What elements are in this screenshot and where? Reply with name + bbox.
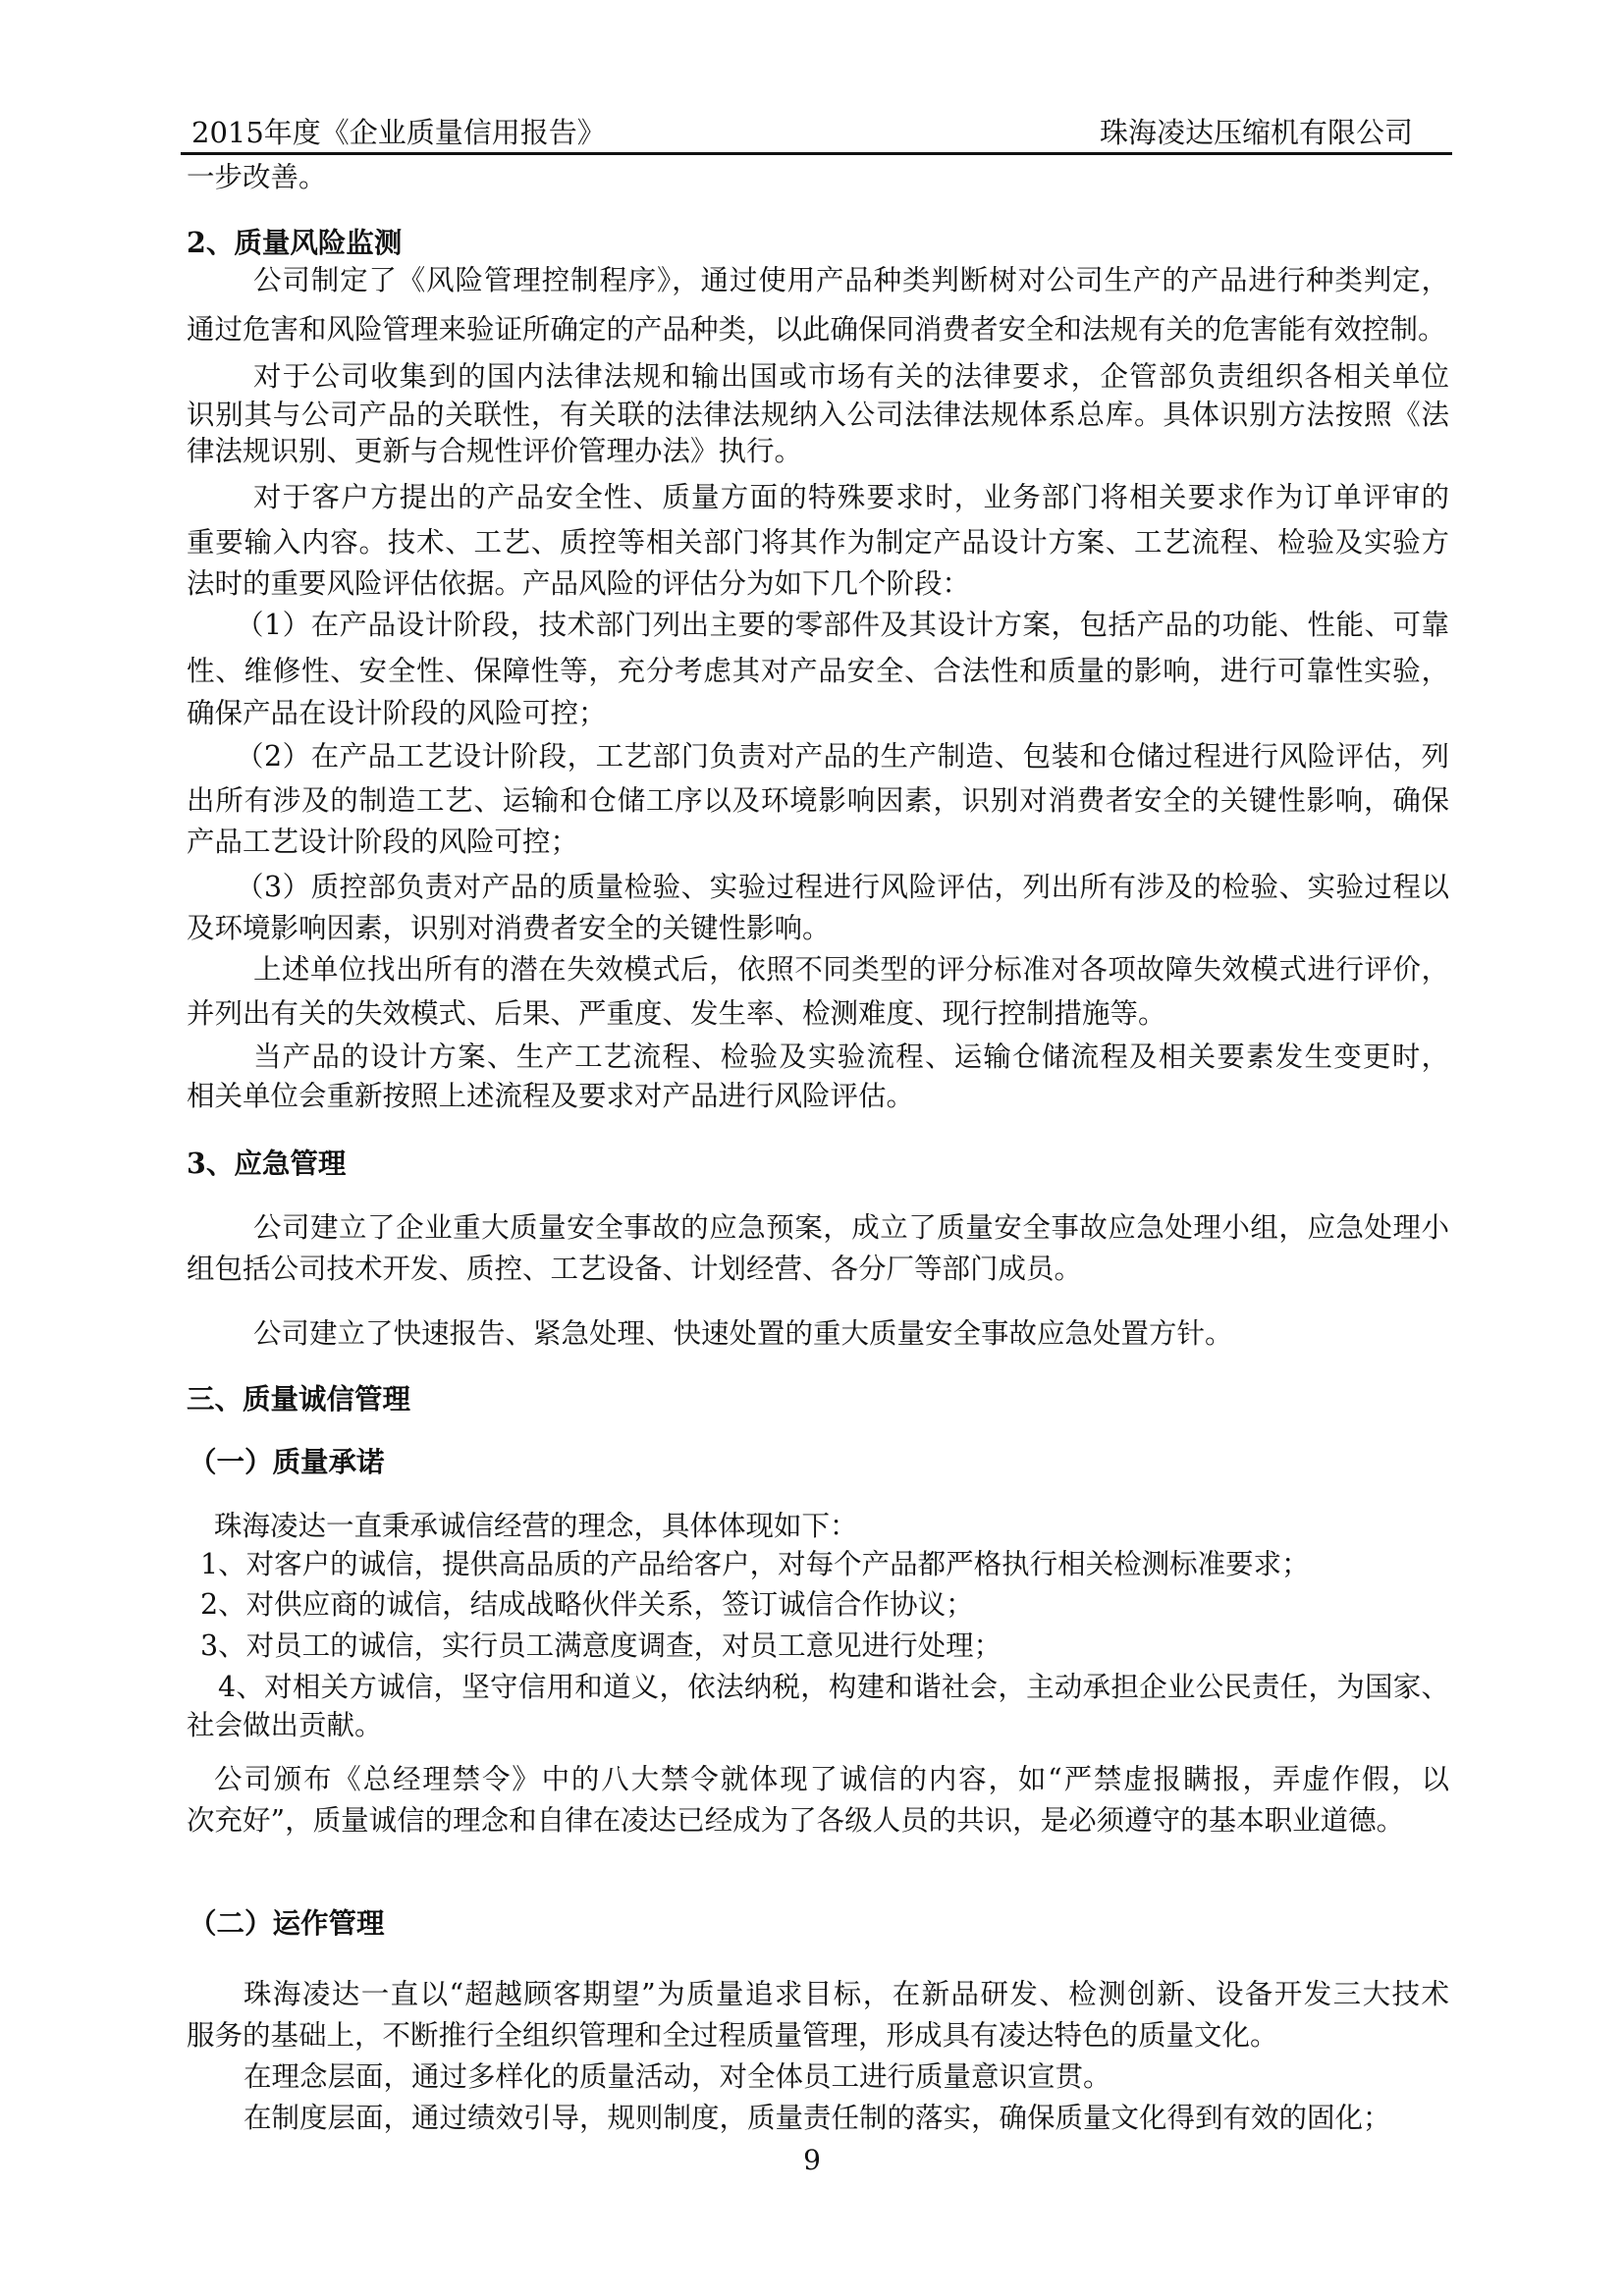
section-heading: 3、应急管理 <box>187 1147 347 1180</box>
paragraph-line: 在制度层面，通过绩效引导，规则制度，质量责任制的落实，确保质量文化得到有效的固化； <box>244 2102 1391 2134</box>
paragraph-line: 3、对员工的诚信，实行员工满意度调查，对员工意见进行处理； <box>200 1629 1002 1662</box>
paragraph-line: 组包括公司技术开发、质控、工艺设备、计划经营、各分厂等部门成员。 <box>187 1253 1083 1285</box>
paragraph-line: 确保产品在设计阶段的风险可控； <box>187 697 607 729</box>
paragraph-line: 珠海凌达一直秉承诚信经营的理念，具体体现如下： <box>214 1510 858 1542</box>
section-heading: 2、质量风险监测 <box>187 226 403 259</box>
paragraph-line: 公司颁布《总经理禁令》中的八大禁令就体现了诚信的内容，如“严禁虚报瞒报，弄虚作假，以 <box>214 1763 1449 1795</box>
paragraph-line: 识别其与公司产品的关联性，有关联的法律法规纳入公司法律法规体系总库。具体识别方法按照《法 <box>187 399 1449 431</box>
paragraph-line: 公司建立了企业重大质量安全事故的应急预案，成立了质量安全事故应急处理小组，应急处理小 <box>253 1211 1449 1244</box>
page-number: 9 <box>803 2144 821 2176</box>
paragraph-line: （2）在产品工艺设计阶段，工艺部门负责对产品的生产制造、包装和仓储过程进行风险评估，列 <box>236 740 1449 773</box>
header-rule <box>181 152 1452 155</box>
paragraph-line: 次充好”，质量诚信的理念和自律在凌达已经成为了各级人员的共识，是必须遵守的基本职业道德。 <box>187 1804 1405 1837</box>
paragraph-line: 对于客户方提出的产品安全性、质量方面的特殊要求时，业务部门将相关要求作为订单评审的 <box>253 481 1449 513</box>
section-heading: 三、质量诚信管理 <box>187 1382 411 1415</box>
paragraph-line: 当产品的设计方案、生产工艺流程、检验及实验流程、运输仓储流程及相关要素发生变更时， <box>253 1041 1449 1073</box>
paragraph-line: 及环境影响因素，识别对消费者安全的关键性影响。 <box>187 912 831 944</box>
paragraph-line: 对于公司收集到的国内法律法规和输出国或市场有关的法律要求，企管部负责组织各相关单位 <box>253 360 1449 393</box>
paragraph-line: 重要输入内容。技术、工艺、质控等相关部门将其作为制定产品设计方案、工艺流程、检验及实验方 <box>187 526 1449 559</box>
paragraph-line: 1、对客户的诚信，提供高品质的产品给客户，对每个产品都严格执行相关检测标准要求； <box>200 1548 1310 1580</box>
paragraph-line: 公司制定了《风险管理控制程序》，通过使用产品种类判断树对公司生产的产品进行种类判定， <box>253 264 1449 296</box>
paragraph-line: 并列出有关的失效模式、后果、严重度、发生率、检测难度、现行控制措施等。 <box>187 997 1166 1030</box>
paragraph-line: 4、对相关方诚信，坚守信用和道义，依法纳税，构建和谐社会，主动承担企业公民责任，为国家、 <box>218 1671 1449 1703</box>
paragraph-line: 法时的重要风险评估依据。产品风险的评估分为如下几个阶段： <box>187 567 971 600</box>
paragraph-line: （1）在产品设计阶段，技术部门列出主要的零部件及其设计方案，包括产品的功能、性能、可靠 <box>236 609 1449 641</box>
paragraph-line: 上述单位找出所有的潜在失效模式后，依照不同类型的评分标准对各项故障失效模式进行评价， <box>253 953 1449 986</box>
paragraph-line: 服务的基础上，不断推行全组织管理和全过程质量管理，形成具有凌达特色的质量文化。 <box>187 2019 1278 2052</box>
paragraph-line: 一步改善。 <box>187 161 327 193</box>
header-company-name: 珠海凌达压缩机有限公司 <box>1099 116 1413 149</box>
paragraph-line: 2、对供应商的诚信，结成战略伙伴关系，签订诚信合作协议； <box>200 1588 974 1621</box>
paragraph-line: 社会做出贡献。 <box>187 1709 383 1741</box>
paragraph-line: （3）质控部负责对产品的质量检验、实验过程进行风险评估，列出所有涉及的检验、实验过程以 <box>236 871 1449 903</box>
paragraph-line: 律法规识别、更新与合规性评价管理办法》执行。 <box>187 435 803 467</box>
paragraph-line: 珠海凌达一直以“超越顾客期望”为质量追求目标，在新品研发、检测创新、设备开发三大技术 <box>244 1978 1449 2010</box>
paragraph-line: 性、维修性、安全性、保障性等，充分考虑其对产品安全、合法性和质量的影响，进行可靠性实验， <box>187 655 1449 687</box>
paragraph-line: 产品工艺设计阶段的风险可控； <box>187 826 579 858</box>
paragraph-line: 出所有涉及的制造工艺、运输和仓储工序以及环境影响因素，识别对消费者安全的关键性影响，确保 <box>187 784 1449 817</box>
section-heading: （一）质量承诺 <box>189 1445 385 1478</box>
header-report-title: 2015年度《企业质量信用报告》 <box>191 116 606 149</box>
section-heading: （二）运作管理 <box>189 1906 385 1940</box>
paragraph-line: 公司建立了快速报告、紧急处理、快速处置的重大质量安全事故应急处置方针。 <box>253 1317 1233 1350</box>
paragraph-line: 在理念层面，通过多样化的质量活动，对全体员工进行质量意识宣贯。 <box>244 2060 1111 2093</box>
paragraph-line: 通过危害和风险管理来验证所确定的产品种类，以此确保同消费者安全和法规有关的危害能有效控制。 <box>187 313 1446 346</box>
paragraph-line: 相关单位会重新按照上述流程及要求对产品进行风险评估。 <box>187 1080 915 1112</box>
